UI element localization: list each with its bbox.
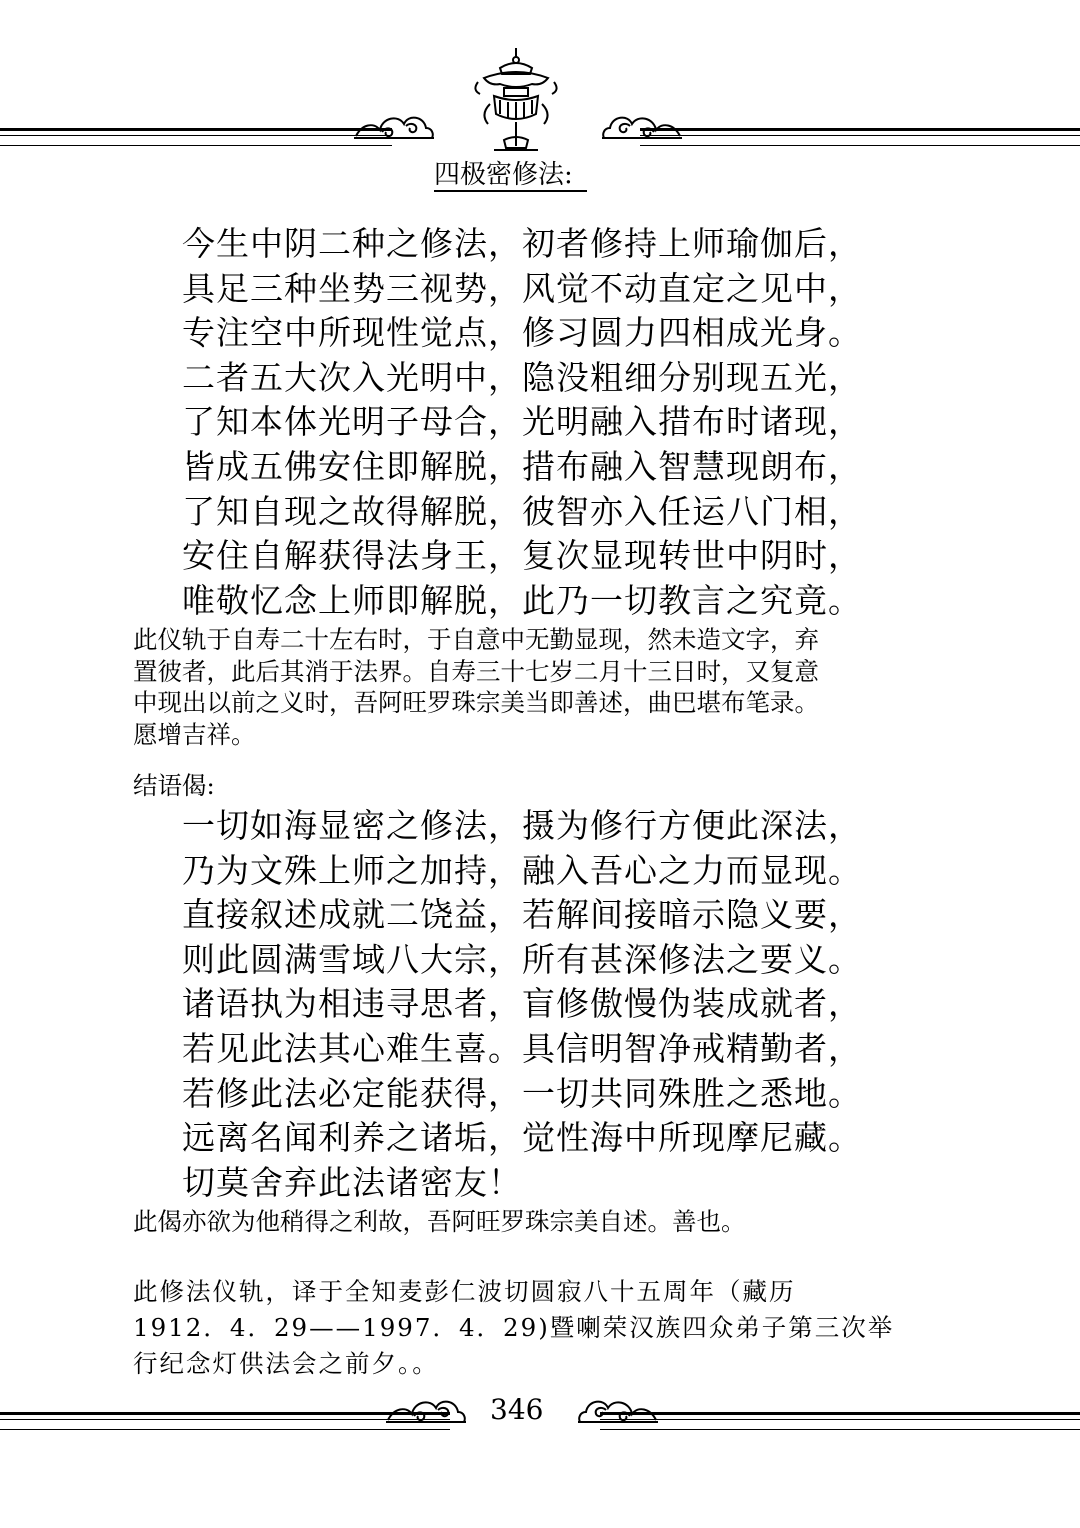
- header-rule-left: [0, 128, 392, 146]
- verse-line: 直接叙述成就二饶益，若解间接暗示隐义要，: [182, 895, 862, 935]
- prose-line: 1912．4．29——1997．4．29)暨喇荣汉族四众弟子第三次举: [133, 1313, 895, 1342]
- closing-verse-heading: 结语偈:: [133, 771, 215, 800]
- verse-line: 今生中阴二种之修法，初者修持上师瑜伽后，: [182, 224, 862, 263]
- cloud-scroll-icon: [352, 106, 436, 142]
- verse-line: 具足三种坐势三视势，风觉不动直定之见中，: [182, 268, 862, 308]
- cloud-scroll-icon: [576, 1390, 660, 1426]
- cloud-scroll-icon: [600, 106, 684, 142]
- verse-line: 二者五大次入光明中，隐没粗细分别现五光，: [182, 357, 862, 397]
- prose-line: 中现出以前之义时，吾阿旺罗珠宗美当即善述，曲巴堪布笔录。: [133, 688, 819, 717]
- verse-line: 则此圆满雪域八大宗，所有甚深修法之要义。: [182, 939, 862, 979]
- verse-line: 了知本体光明子母合，光明融入措布时诸现，: [182, 402, 862, 442]
- verse-line: 唯敬忆念上师即解脱，此乃一切教言之究竟。: [182, 580, 862, 620]
- verse-line: 了知自现之故得解脱，彼智亦入任运八门相，: [182, 491, 862, 531]
- page-number: 346: [490, 1393, 544, 1426]
- page-title: 四极密修法:: [434, 160, 587, 192]
- colophon-paragraph: [133, 624, 913, 750]
- prose-line: 愿增吉祥。: [133, 719, 256, 749]
- translation-note: [133, 1274, 913, 1382]
- prose-line: 此仪轨于自寿二十左右时，于自意中无勤显现，然未造文字，弃: [133, 625, 819, 654]
- verse-line: 若见此法其心难生喜。具信明智净戒精勤者，: [182, 1028, 862, 1068]
- verse-line: 一切如海显密之修法，摄为修行方便此深法，: [182, 806, 862, 845]
- cloud-scroll-icon: [384, 1390, 468, 1426]
- verse-block-closing: [182, 804, 902, 1205]
- verse-line: 皆成五佛安住即解脱，措布融入智慧现朗布，: [182, 446, 862, 486]
- verse-line: 若修此法必定能获得，一切共同殊胜之悉地。: [182, 1073, 862, 1113]
- verse-line: 安住自解获得法身王，复次显现转世中阴时，: [182, 536, 862, 576]
- verse-line: 切莫舍弃此法诸密友！: [182, 1162, 522, 1202]
- footer-rule-right: [600, 1412, 1080, 1430]
- verse-line: 远离名闻利养之诸垢，觉性海中所现摩尼藏。: [182, 1118, 862, 1158]
- verse-line: 乃为文殊上师之加持，融入吾心之力而显现。: [182, 850, 862, 890]
- verse-block-main: [182, 222, 902, 623]
- prose-line: 置彼者，此后其消于法界。自寿三十七岁二月十三日时，又复意: [133, 656, 819, 686]
- footer-rule-left: [0, 1412, 450, 1430]
- prose-line: 行纪念灯供法会之前夕。。: [133, 1349, 439, 1378]
- prose-line: 此修法仪轨，译于全知麦彭仁波切圆寂八十五周年（藏历: [133, 1277, 796, 1306]
- closing-note: 此偈亦欲为他稍得之利故，吾阿旺罗珠宗美自述。善也。: [133, 1207, 746, 1236]
- victory-banner-icon: [470, 44, 562, 154]
- verse-line: 专注空中所现性觉点，修习圆力四相成光身。: [182, 313, 862, 353]
- verse-line: 诸语执为相违寻思者，盲修傲慢伪装成就者，: [182, 984, 862, 1024]
- header-rule-right: [640, 128, 1080, 146]
